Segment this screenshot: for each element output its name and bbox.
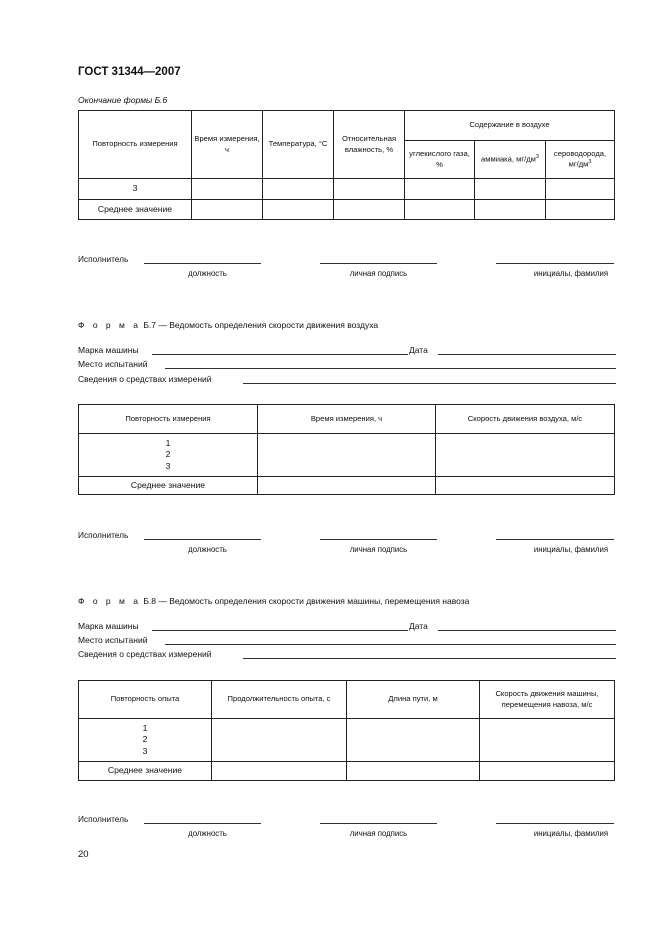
- table-cell[interactable]: [405, 179, 475, 200]
- machine-label: Марка машины: [78, 345, 139, 355]
- name-line[interactable]: [496, 530, 614, 540]
- header-ammonia-sup: 3: [535, 154, 539, 161]
- row-number: 3: [165, 460, 171, 471]
- header-time: Время измерения, ч: [258, 405, 436, 434]
- row-number: 3: [142, 745, 148, 756]
- position-line[interactable]: [144, 254, 261, 264]
- table-cell[interactable]: [546, 179, 615, 200]
- executor-label: Исполнитель: [78, 254, 129, 264]
- table-cell[interactable]: [546, 200, 615, 220]
- signature-block-2: [78, 530, 616, 560]
- header-speed: Скорость движения машины, перемещения навоза, м/с: [480, 681, 615, 719]
- header-repetition: Повторность опыта: [79, 681, 212, 719]
- table-cell[interactable]: [263, 200, 334, 220]
- signature-block-3: [78, 814, 616, 844]
- page-number: 20: [78, 849, 89, 860]
- place-label: Место испытаний: [78, 635, 148, 645]
- signature-line[interactable]: [320, 814, 437, 824]
- machine-field-b8: [78, 621, 616, 633]
- machine-input[interactable]: [152, 621, 408, 631]
- place-label: Место испытаний: [78, 359, 148, 369]
- table-cell[interactable]: [334, 179, 405, 200]
- form-b6-table: [78, 110, 615, 220]
- row-number: 1: [165, 437, 171, 448]
- name-caption: инициалы, фамилия: [533, 545, 609, 554]
- header-ammonia-text: аммиака, мг/дм: [481, 154, 536, 164]
- instruments-field-b8: [78, 649, 616, 661]
- signature-caption: личная подпись: [349, 829, 408, 838]
- table-cell[interactable]: [405, 200, 475, 220]
- date-label: Дата: [409, 345, 428, 355]
- form-b7-title: [78, 320, 378, 330]
- table-cell[interactable]: [212, 719, 347, 762]
- table-cell[interactable]: [334, 200, 405, 220]
- position-caption: должность: [188, 829, 227, 838]
- form-b8-title: [78, 596, 469, 606]
- place-input[interactable]: [165, 635, 616, 645]
- header-air-content: Содержание в воздухе: [405, 111, 615, 141]
- table-cell[interactable]: [192, 200, 263, 220]
- executor-label: Исполнитель: [78, 530, 129, 540]
- header-repetition: Повторность измерения: [79, 111, 192, 179]
- header-co2: углекислого газа, %: [405, 141, 475, 179]
- header-speed: Скорость движения воздуха, м/с: [436, 405, 615, 434]
- average-label: Среднее значение: [79, 477, 258, 495]
- instruments-input[interactable]: [243, 649, 616, 659]
- machine-field-b7: [78, 345, 616, 357]
- form-b8-table: [78, 680, 615, 781]
- date-input[interactable]: [438, 345, 616, 355]
- place-field-b7: [78, 359, 616, 371]
- signature-caption: личная подпись: [349, 269, 408, 278]
- machine-label: Марка машины: [78, 621, 139, 631]
- name-caption: инициалы, фамилия: [533, 269, 609, 278]
- table-cell[interactable]: [436, 434, 615, 477]
- signature-block-1: [78, 254, 616, 284]
- name-line[interactable]: [496, 814, 614, 824]
- executor-label: Исполнитель: [78, 814, 129, 824]
- position-line[interactable]: [144, 530, 261, 540]
- average-label: Среднее значение: [79, 762, 212, 781]
- position-line[interactable]: [144, 814, 261, 824]
- header-h2s-text: сероводорода, мг/дм: [553, 148, 607, 169]
- table-cell[interactable]: [436, 477, 615, 495]
- place-field-b8: [78, 635, 616, 647]
- form-word: Ф о р м а: [78, 320, 141, 330]
- name-line[interactable]: [496, 254, 614, 264]
- header-time: Время измерения, ч: [192, 111, 263, 179]
- header-humidity: Относительная влажность, %: [334, 111, 405, 179]
- row-numbers: [79, 434, 258, 477]
- table-cell[interactable]: [212, 762, 347, 781]
- instruments-label: Сведения о средствах измерений: [78, 649, 212, 659]
- form-b7-table: [78, 404, 615, 495]
- signature-line[interactable]: [320, 530, 437, 540]
- header-temperature: Температура, °С: [263, 111, 334, 179]
- row-number: 3: [79, 179, 192, 200]
- form-b8-caption: Б.8 — Ведомость определения скорости движения машины, перемещения навоза: [143, 596, 470, 606]
- instruments-label: Сведения о средствах измерений: [78, 374, 212, 384]
- table-cell[interactable]: [258, 434, 436, 477]
- date-label: Дата: [409, 621, 428, 631]
- form-word: Ф о р м а: [78, 596, 141, 606]
- table-cell[interactable]: [475, 179, 546, 200]
- position-caption: должность: [188, 269, 227, 278]
- instruments-input[interactable]: [243, 374, 616, 384]
- standard-number: ГОСТ 31344—2007: [78, 66, 181, 78]
- instruments-field-b7: [78, 374, 616, 386]
- row-number: 2: [165, 449, 171, 460]
- table-cell[interactable]: [480, 719, 615, 762]
- place-input[interactable]: [165, 359, 616, 369]
- table-cell[interactable]: [258, 477, 436, 495]
- table-cell[interactable]: [263, 179, 334, 200]
- table-cell[interactable]: [192, 179, 263, 200]
- header-h2s-sup: 3: [588, 159, 592, 166]
- row-number: 2: [142, 734, 148, 745]
- signature-caption: личная подпись: [349, 545, 408, 554]
- continuation-caption: Окончание формы Б.6: [78, 95, 168, 105]
- header-repetition: Повторность измерения: [79, 405, 258, 434]
- signature-line[interactable]: [320, 254, 437, 264]
- table-cell[interactable]: [347, 762, 480, 781]
- header-duration: Продолжительность опыта, с: [212, 681, 347, 719]
- date-input[interactable]: [438, 621, 616, 631]
- row-number: 1: [142, 722, 148, 733]
- table-cell[interactable]: [347, 719, 480, 762]
- average-label: Среднее значение: [79, 200, 192, 220]
- machine-input[interactable]: [152, 345, 408, 355]
- table-cell[interactable]: [475, 200, 546, 220]
- position-caption: должность: [188, 545, 227, 554]
- name-caption: инициалы, фамилия: [533, 829, 609, 838]
- header-h2s: [546, 141, 615, 179]
- header-ammonia: [475, 141, 546, 179]
- row-numbers: [79, 719, 212, 762]
- table-cell[interactable]: [480, 762, 615, 781]
- form-b7-caption: Б.7 — Ведомость определения скорости движения воздуха: [143, 320, 379, 330]
- header-length: Длина пути, м: [347, 681, 480, 719]
